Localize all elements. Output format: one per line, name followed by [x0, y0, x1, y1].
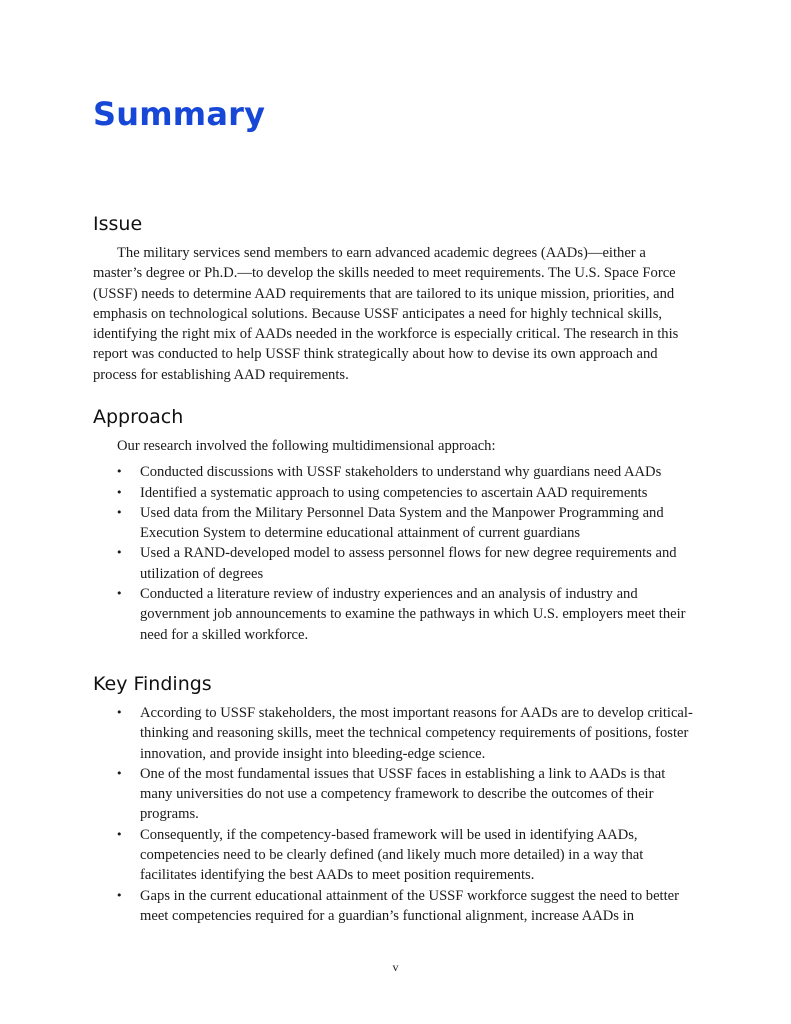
bullet-icon: •: [116, 465, 123, 479]
key-findings-bullet-list: [93, 703, 693, 926]
list-item: [93, 483, 693, 503]
bullet-icon: •: [116, 888, 123, 902]
bullet-icon: •: [116, 587, 123, 601]
approach-heading: Approach: [93, 406, 184, 428]
list-item: [93, 503, 693, 544]
page-title: Summary: [93, 95, 266, 133]
list-item-text: One of the most fundamental issues that USSF faces in establishing a link to AADs is that many universities do not use a competency framework to describe the outcomes of their programs.: [140, 765, 666, 823]
approach-bullet-list: [93, 462, 693, 645]
approach-intro: Our research involved the following multidimensional approach:: [117, 438, 496, 454]
list-item-text: Consequently, if the competency-based framework will be used in identifying AADs, competencies need to be clearly defined (and likely much more detailed) in a way that facilitates identifying the best AADs to meet position requirements.: [140, 826, 644, 884]
list-item: [93, 543, 693, 584]
list-item: [93, 886, 693, 927]
key-findings-heading: Key Findings: [93, 673, 212, 695]
list-item-text: Used data from the Military Personnel Data System and the Manpower Programming and Execution System to determine educational attainment of current guardians: [140, 504, 664, 542]
list-item-text: Conducted a literature review of industry experiences and an analysis of industry and government job announcements to examine the pathways in which U.S. employers meet their need for a skilled workforce.: [140, 586, 686, 643]
list-item: [93, 825, 693, 886]
bullet-icon: •: [116, 766, 123, 780]
bullet-icon: •: [116, 505, 123, 519]
list-item-text: According to USSF stakeholders, the most important reasons for AADs are to develop critical-thinking and reasoning skills, meet the technical competency requirements of positions, foster innovation, and provide insight into bleeding-edge science.: [140, 705, 693, 762]
list-item-text: Conducted discussions with USSF stakeholders to understand why guardians need AADs: [140, 464, 662, 481]
list-item: [93, 584, 693, 645]
list-item: [93, 764, 693, 825]
list-item-text: Gaps in the current educational attainment of the USSF workforce suggest the need to better meet competencies required for a guardian’s functional alignment, increase AADs in: [140, 887, 679, 924]
issue-heading: Issue: [93, 213, 143, 235]
bullet-icon: •: [116, 827, 123, 841]
key-findings-section: [93, 671, 693, 926]
page-number: v: [392, 960, 399, 974]
approach-section: [93, 404, 693, 645]
list-item-text: Identified a systematic approach to using competencies to ascertain AAD requirements: [140, 484, 648, 501]
bullet-icon: •: [116, 485, 123, 499]
issue-paragraph: The military services send members to earn advanced academic degrees (AADs)—either a master’s degree or Ph.D.—to develop the skills needed to meet requirements. The U.S. Space Force (USSF) needs to determine AAD requirements that are tailored to its unique mission, priorities, and emphasis on technological solutions. Because USSF anticipates a need for highly technical skills, identifying the right mix of AADs needed in the workforce is especially critical. The research in this report was conducted to help USSF think strategically about how to devise its own approach and process for establishing AAD requirements.: [93, 245, 679, 383]
list-item: [93, 703, 693, 764]
list-item-text: Used a RAND-developed model to assess personnel flows for new degree requirements and utilization of degrees: [140, 545, 677, 582]
bullet-icon: •: [116, 546, 123, 560]
issue-section: [93, 211, 693, 385]
list-item: [93, 462, 693, 482]
bullet-icon: •: [116, 706, 123, 719]
